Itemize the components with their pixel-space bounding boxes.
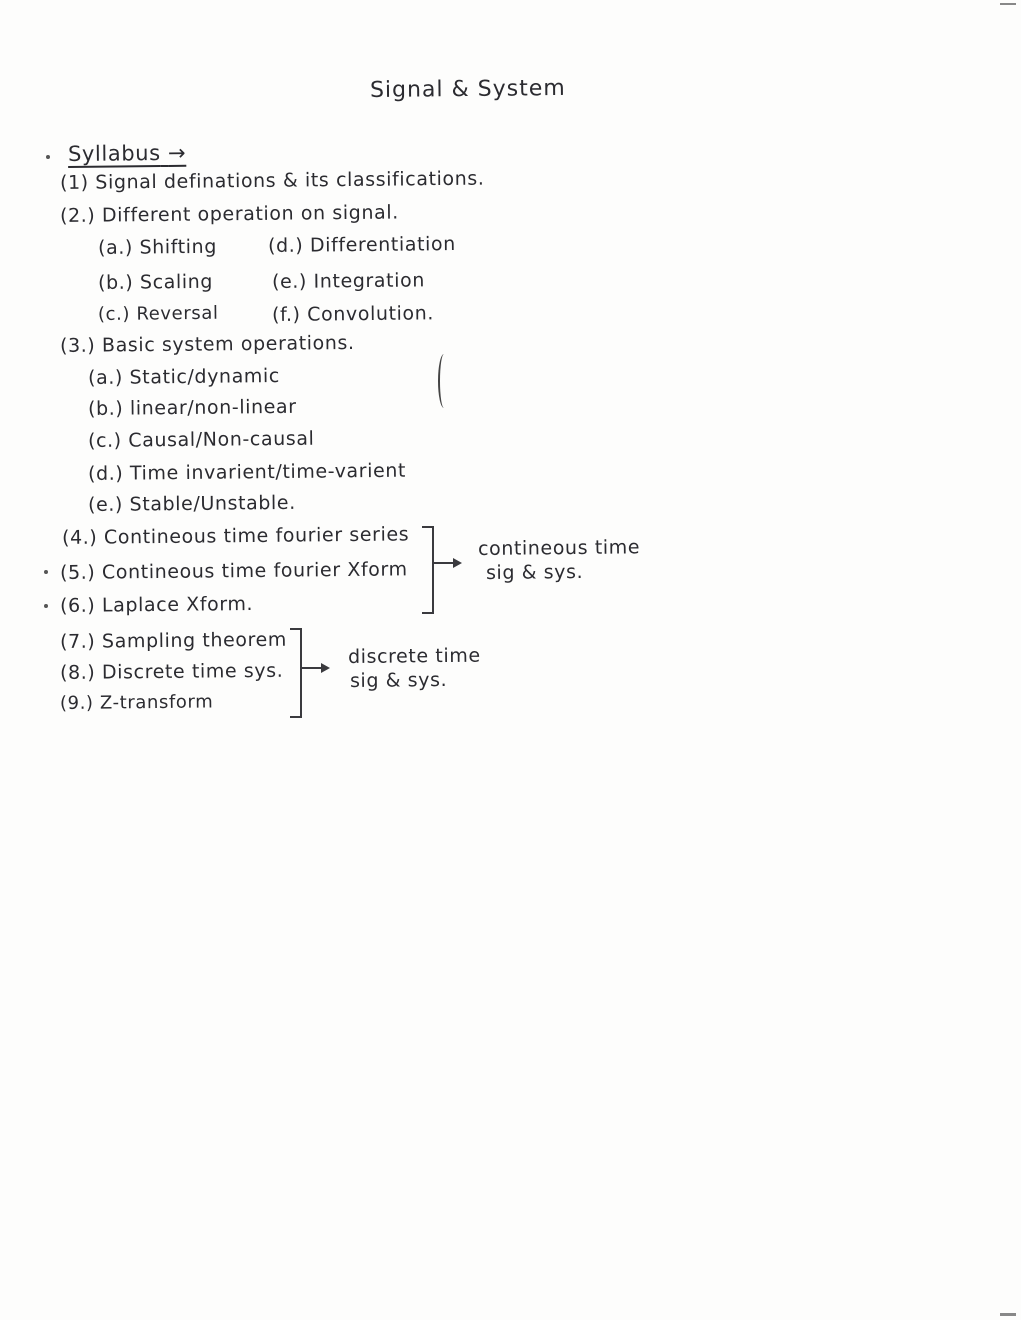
continuous-group-label-1: contineous time xyxy=(477,536,641,560)
operation-item xyxy=(272,302,434,326)
bullet-dot xyxy=(44,570,48,574)
system-op-item xyxy=(88,460,406,485)
op-text: Integration xyxy=(313,269,426,293)
bullet-dot xyxy=(44,604,48,608)
item-text: Signal definations & its classifications. xyxy=(95,167,485,194)
op-number: (d.) xyxy=(87,462,124,485)
syllabus-item-1 xyxy=(60,168,485,194)
syllabus-item-9 xyxy=(60,691,214,714)
item-text: Discrete time sys. xyxy=(101,659,284,684)
item-number: (3.) xyxy=(59,334,96,357)
op-number: (f.) xyxy=(271,303,301,326)
syllabus-item-4 xyxy=(62,523,409,549)
op-number: (d.) xyxy=(267,234,304,257)
item-text: Z-transform xyxy=(99,691,214,714)
item-number: (5.) xyxy=(59,561,96,584)
op-number: (a.) xyxy=(87,366,124,389)
op-text: Differentiation xyxy=(309,233,456,257)
op-number: (b.) xyxy=(97,271,134,294)
op-number: (e.) xyxy=(87,493,124,516)
operation-item xyxy=(98,271,213,294)
op-text: Time invarient/time-varient xyxy=(129,459,407,485)
system-op-item xyxy=(88,396,297,420)
item-text: Contineous time fourier Xform xyxy=(101,558,408,584)
operation-item xyxy=(272,269,425,293)
item-number: (4.) xyxy=(61,526,98,549)
op-text: Causal/Non-causal xyxy=(128,427,315,452)
op-text: Shifting xyxy=(139,235,218,259)
syllabus-item-6 xyxy=(60,593,253,617)
op-text: Scaling xyxy=(139,270,214,294)
item-text: Basic system operations. xyxy=(101,331,355,357)
syllabus-item-5 xyxy=(60,558,408,584)
syllabus-item-2 xyxy=(60,201,399,227)
continuous-group-arrow-icon xyxy=(434,562,460,564)
syllabus-item-7 xyxy=(60,629,287,653)
system-op-item xyxy=(88,365,280,389)
operation-item xyxy=(98,303,219,325)
syllabus-item-8 xyxy=(60,660,284,684)
continuous-group-label-2: sig & sys. xyxy=(485,560,584,584)
item-number: (8.) xyxy=(59,661,96,684)
system-op-item xyxy=(88,428,315,452)
syllabus-heading-text: Syllabus xyxy=(67,141,161,166)
op-text: Stable/Unstable. xyxy=(129,491,296,516)
op-number: (c.) xyxy=(87,429,122,452)
item-text: Different operation on signal. xyxy=(101,201,399,227)
pen-stroke xyxy=(438,354,450,408)
discrete-group-arrow-icon xyxy=(302,667,328,669)
discrete-group-label-2: sig & sys. xyxy=(349,668,448,692)
op-text: linear/non-linear xyxy=(129,395,297,420)
operation-item xyxy=(98,236,217,259)
bullet-dot xyxy=(46,155,50,159)
item-text: Laplace Xform. xyxy=(101,592,254,617)
syllabus-heading xyxy=(68,141,186,166)
discrete-group-bracket xyxy=(290,628,302,718)
op-number: (c.) xyxy=(97,303,131,325)
op-number: (a.) xyxy=(97,236,134,259)
item-number: (9.) xyxy=(59,692,94,714)
item-number: (1) xyxy=(59,171,89,194)
op-number: (b.) xyxy=(87,397,124,420)
item-number: (2.) xyxy=(59,204,96,227)
op-text: Static/dynamic xyxy=(129,364,281,389)
page-title: Signal & System xyxy=(369,75,566,103)
item-number: (6.) xyxy=(59,594,96,617)
op-text: Reversal xyxy=(136,302,219,325)
system-op-item xyxy=(88,492,296,516)
item-text: Contineous time fourier series xyxy=(103,523,410,549)
item-text: Sampling theorem xyxy=(101,628,288,653)
scan-edge-mark xyxy=(1000,1313,1016,1316)
item-number: (7.) xyxy=(59,630,96,653)
syllabus-arrow-icon: → xyxy=(167,140,187,165)
op-text: Convolution. xyxy=(307,302,435,326)
syllabus-item-3 xyxy=(60,332,355,357)
discrete-group-label-1: discrete time xyxy=(347,644,481,668)
continuous-group-bracket xyxy=(422,526,434,614)
op-number: (e.) xyxy=(271,270,308,293)
scan-edge-mark xyxy=(1000,3,1016,5)
operation-item xyxy=(268,233,456,257)
